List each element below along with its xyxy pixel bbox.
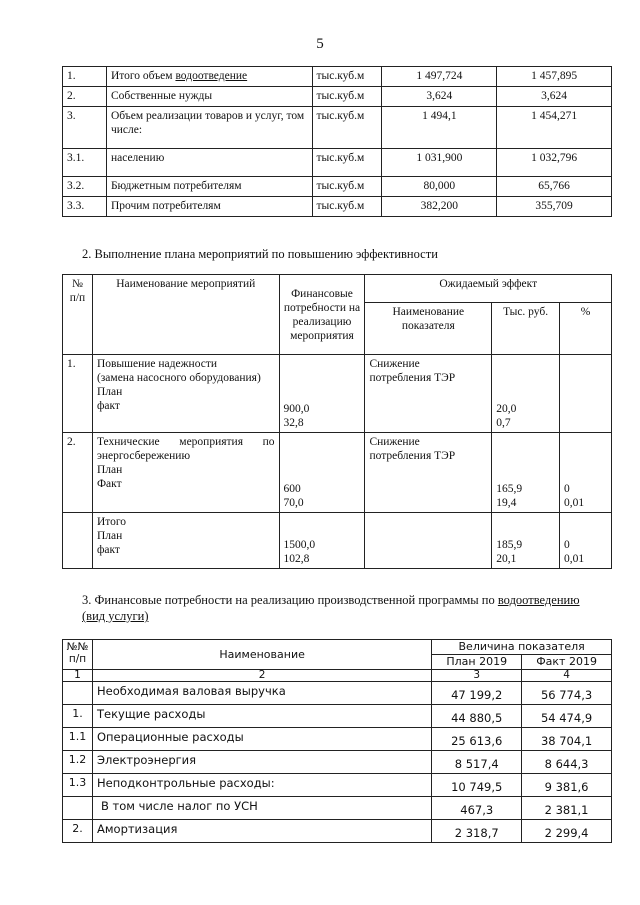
row-fact: 355,709 bbox=[497, 197, 612, 217]
row-number bbox=[63, 797, 93, 820]
col-header-effect: Ожидаемый эффект bbox=[365, 275, 612, 303]
row-number: 2. bbox=[63, 87, 107, 107]
row-indicator: Снижение потребления ТЭР bbox=[365, 433, 492, 513]
table-row bbox=[63, 149, 612, 177]
row-number: 1.1 bbox=[63, 728, 93, 751]
row-number: 3.3. bbox=[63, 197, 107, 217]
row-rub: 20,0 0,7 bbox=[492, 355, 560, 433]
table-row bbox=[63, 728, 612, 751]
row-fact: 9 381,6 bbox=[522, 774, 612, 797]
table-row bbox=[63, 682, 612, 705]
row-pct: 0 0,01 bbox=[560, 513, 612, 569]
row-plan: 467,3 bbox=[432, 797, 522, 820]
financial-table bbox=[62, 639, 612, 843]
row-number: 1.2 bbox=[63, 751, 93, 774]
row-plan: 25 613,6 bbox=[432, 728, 522, 751]
row-plan: 44 880,5 bbox=[432, 705, 522, 728]
row-unit: тыс.куб.м bbox=[312, 177, 382, 197]
row-measure-name: Итого План факт bbox=[92, 513, 279, 569]
t3-header-plan: План 2019 bbox=[432, 655, 522, 670]
row-rub: 185,9 20,1 bbox=[492, 513, 560, 569]
page-number: 5 bbox=[316, 36, 324, 52]
row-plan: 382,200 bbox=[382, 197, 497, 217]
table-row bbox=[63, 87, 612, 107]
row-plan: 10 749,5 bbox=[432, 774, 522, 797]
row-fact: 3,624 bbox=[497, 87, 612, 107]
table-row bbox=[63, 774, 612, 797]
col-header-pct: % bbox=[560, 303, 612, 355]
row-fact: 56 774,3 bbox=[522, 682, 612, 705]
row-name-text: Собственные нужды bbox=[110, 90, 213, 102]
row-name-text: Объем реализации товаров и услуг, том числе: bbox=[110, 110, 305, 136]
table-row bbox=[63, 705, 612, 728]
table-row bbox=[63, 177, 612, 197]
row-fact: 1 457,895 bbox=[497, 67, 612, 87]
col-header-name: Наименование мероприятий bbox=[92, 275, 279, 355]
row-name-text: Итого объем bbox=[110, 70, 176, 82]
row-name bbox=[106, 107, 312, 149]
row-fact: 38 704,1 bbox=[522, 728, 612, 751]
table-row bbox=[63, 433, 612, 513]
table-row bbox=[63, 197, 612, 217]
row-plan: 2 318,7 bbox=[432, 820, 522, 843]
row-fact: 2 299,4 bbox=[522, 820, 612, 843]
row-fact: 1 454,271 bbox=[497, 107, 612, 149]
row-number bbox=[63, 513, 93, 569]
row-unit: тыс.куб.м bbox=[312, 197, 382, 217]
t3-header-num: №№ п/п bbox=[63, 640, 93, 670]
table-row bbox=[63, 355, 612, 433]
row-name: Необходимая валовая выручка bbox=[92, 682, 431, 705]
row-name bbox=[106, 87, 312, 107]
section3-heading-service: водоотведению bbox=[497, 593, 580, 607]
table-row bbox=[63, 797, 612, 820]
row-unit: тыс.куб.м bbox=[312, 149, 382, 177]
row-number: 1. bbox=[63, 705, 93, 728]
measures-table bbox=[62, 274, 612, 569]
row-unit: тыс.куб.м bbox=[312, 67, 382, 87]
row-rub: 165,9 19,4 bbox=[492, 433, 560, 513]
row-name: В том числе налог по УСН bbox=[92, 797, 431, 820]
table-row bbox=[63, 820, 612, 843]
row-unit: тыс.куб.м bbox=[312, 107, 382, 149]
t3-colnum-1: 1 bbox=[63, 670, 93, 682]
row-name-text: Бюджетным потребителям bbox=[110, 180, 242, 192]
row-unit: тыс.куб.м bbox=[312, 87, 382, 107]
row-pct bbox=[560, 355, 612, 433]
row-name bbox=[106, 67, 312, 87]
row-pct: 0 0,01 bbox=[560, 433, 612, 513]
row-plan: 8 517,4 bbox=[432, 751, 522, 774]
row-name bbox=[106, 149, 312, 177]
row-fin: 1500,0 102,8 bbox=[279, 513, 365, 569]
section3-heading-kind: (вид услуги) bbox=[82, 609, 149, 623]
row-plan: 80,000 bbox=[382, 177, 497, 197]
row-number: 1. bbox=[63, 67, 107, 87]
t3-colnum-3: 3 bbox=[432, 670, 522, 682]
table-row bbox=[63, 67, 612, 87]
row-fact: 2 381,1 bbox=[522, 797, 612, 820]
row-name bbox=[106, 197, 312, 217]
col-header-indicator: Наименование показателя bbox=[365, 303, 492, 355]
row-name-text: населению bbox=[110, 152, 165, 164]
col-header-fin: Финансовые потребности на реализацию мероприятия bbox=[279, 275, 365, 355]
row-fact: 8 644,3 bbox=[522, 751, 612, 774]
section2-heading: 2. Выполнение плана мероприятий по повышению эффективности bbox=[82, 247, 438, 261]
table-row bbox=[63, 513, 612, 569]
row-number bbox=[63, 682, 93, 705]
col-header-num: № п/п bbox=[63, 275, 93, 355]
row-name: Неподконтрольные расходы: bbox=[92, 774, 431, 797]
row-plan: 3,624 bbox=[382, 87, 497, 107]
t3-colnum-4: 4 bbox=[522, 670, 612, 682]
row-number: 1.3 bbox=[63, 774, 93, 797]
col-header-rub: Тыс. руб. bbox=[492, 303, 560, 355]
row-name-text: Прочим потребителям bbox=[110, 200, 221, 212]
t3-colnum-2: 2 bbox=[92, 670, 431, 682]
row-indicator: Снижение потребления ТЭР bbox=[365, 355, 492, 433]
row-name: Амортизация bbox=[92, 820, 431, 843]
row-name: Текущие расходы bbox=[92, 705, 431, 728]
table-row bbox=[63, 751, 612, 774]
row-measure-name: Технические мероприятия по энергосбережению План Факт bbox=[92, 433, 279, 513]
row-fact: 1 032,796 bbox=[497, 149, 612, 177]
row-name-underlined: водоотведение bbox=[175, 70, 248, 82]
row-number: 1. bbox=[63, 355, 93, 433]
row-measure-name: Повышение надежности (замена насосного оборудования) План факт bbox=[92, 355, 279, 433]
t3-header-value: Величина показателя bbox=[432, 640, 612, 655]
row-plan: 47 199,2 bbox=[432, 682, 522, 705]
row-name: Электроэнергия bbox=[92, 751, 431, 774]
row-fact: 54 474,9 bbox=[522, 705, 612, 728]
row-fin: 900,0 32,8 bbox=[279, 355, 365, 433]
row-number: 3.1. bbox=[63, 149, 107, 177]
row-number: 2. bbox=[63, 820, 93, 843]
row-name: Операционные расходы bbox=[92, 728, 431, 751]
section3-heading-text: 3. Финансовые потребности на реализацию производственной программы по bbox=[82, 593, 498, 607]
row-number: 2. bbox=[63, 433, 93, 513]
row-indicator bbox=[365, 513, 492, 569]
section3-heading bbox=[82, 592, 602, 624]
row-number: 3.2. bbox=[63, 177, 107, 197]
row-fin: 600 70,0 bbox=[279, 433, 365, 513]
row-plan: 1 031,900 bbox=[382, 149, 497, 177]
row-name bbox=[106, 177, 312, 197]
row-number: 3. bbox=[63, 107, 107, 149]
volume-table bbox=[62, 66, 612, 217]
row-plan: 1 494,1 bbox=[382, 107, 497, 149]
t3-header-name: Наименование bbox=[92, 640, 431, 670]
t3-header-fact: Факт 2019 bbox=[522, 655, 612, 670]
row-fact: 65,766 bbox=[497, 177, 612, 197]
row-plan: 1 497,724 bbox=[382, 67, 497, 87]
table-row bbox=[63, 107, 612, 149]
